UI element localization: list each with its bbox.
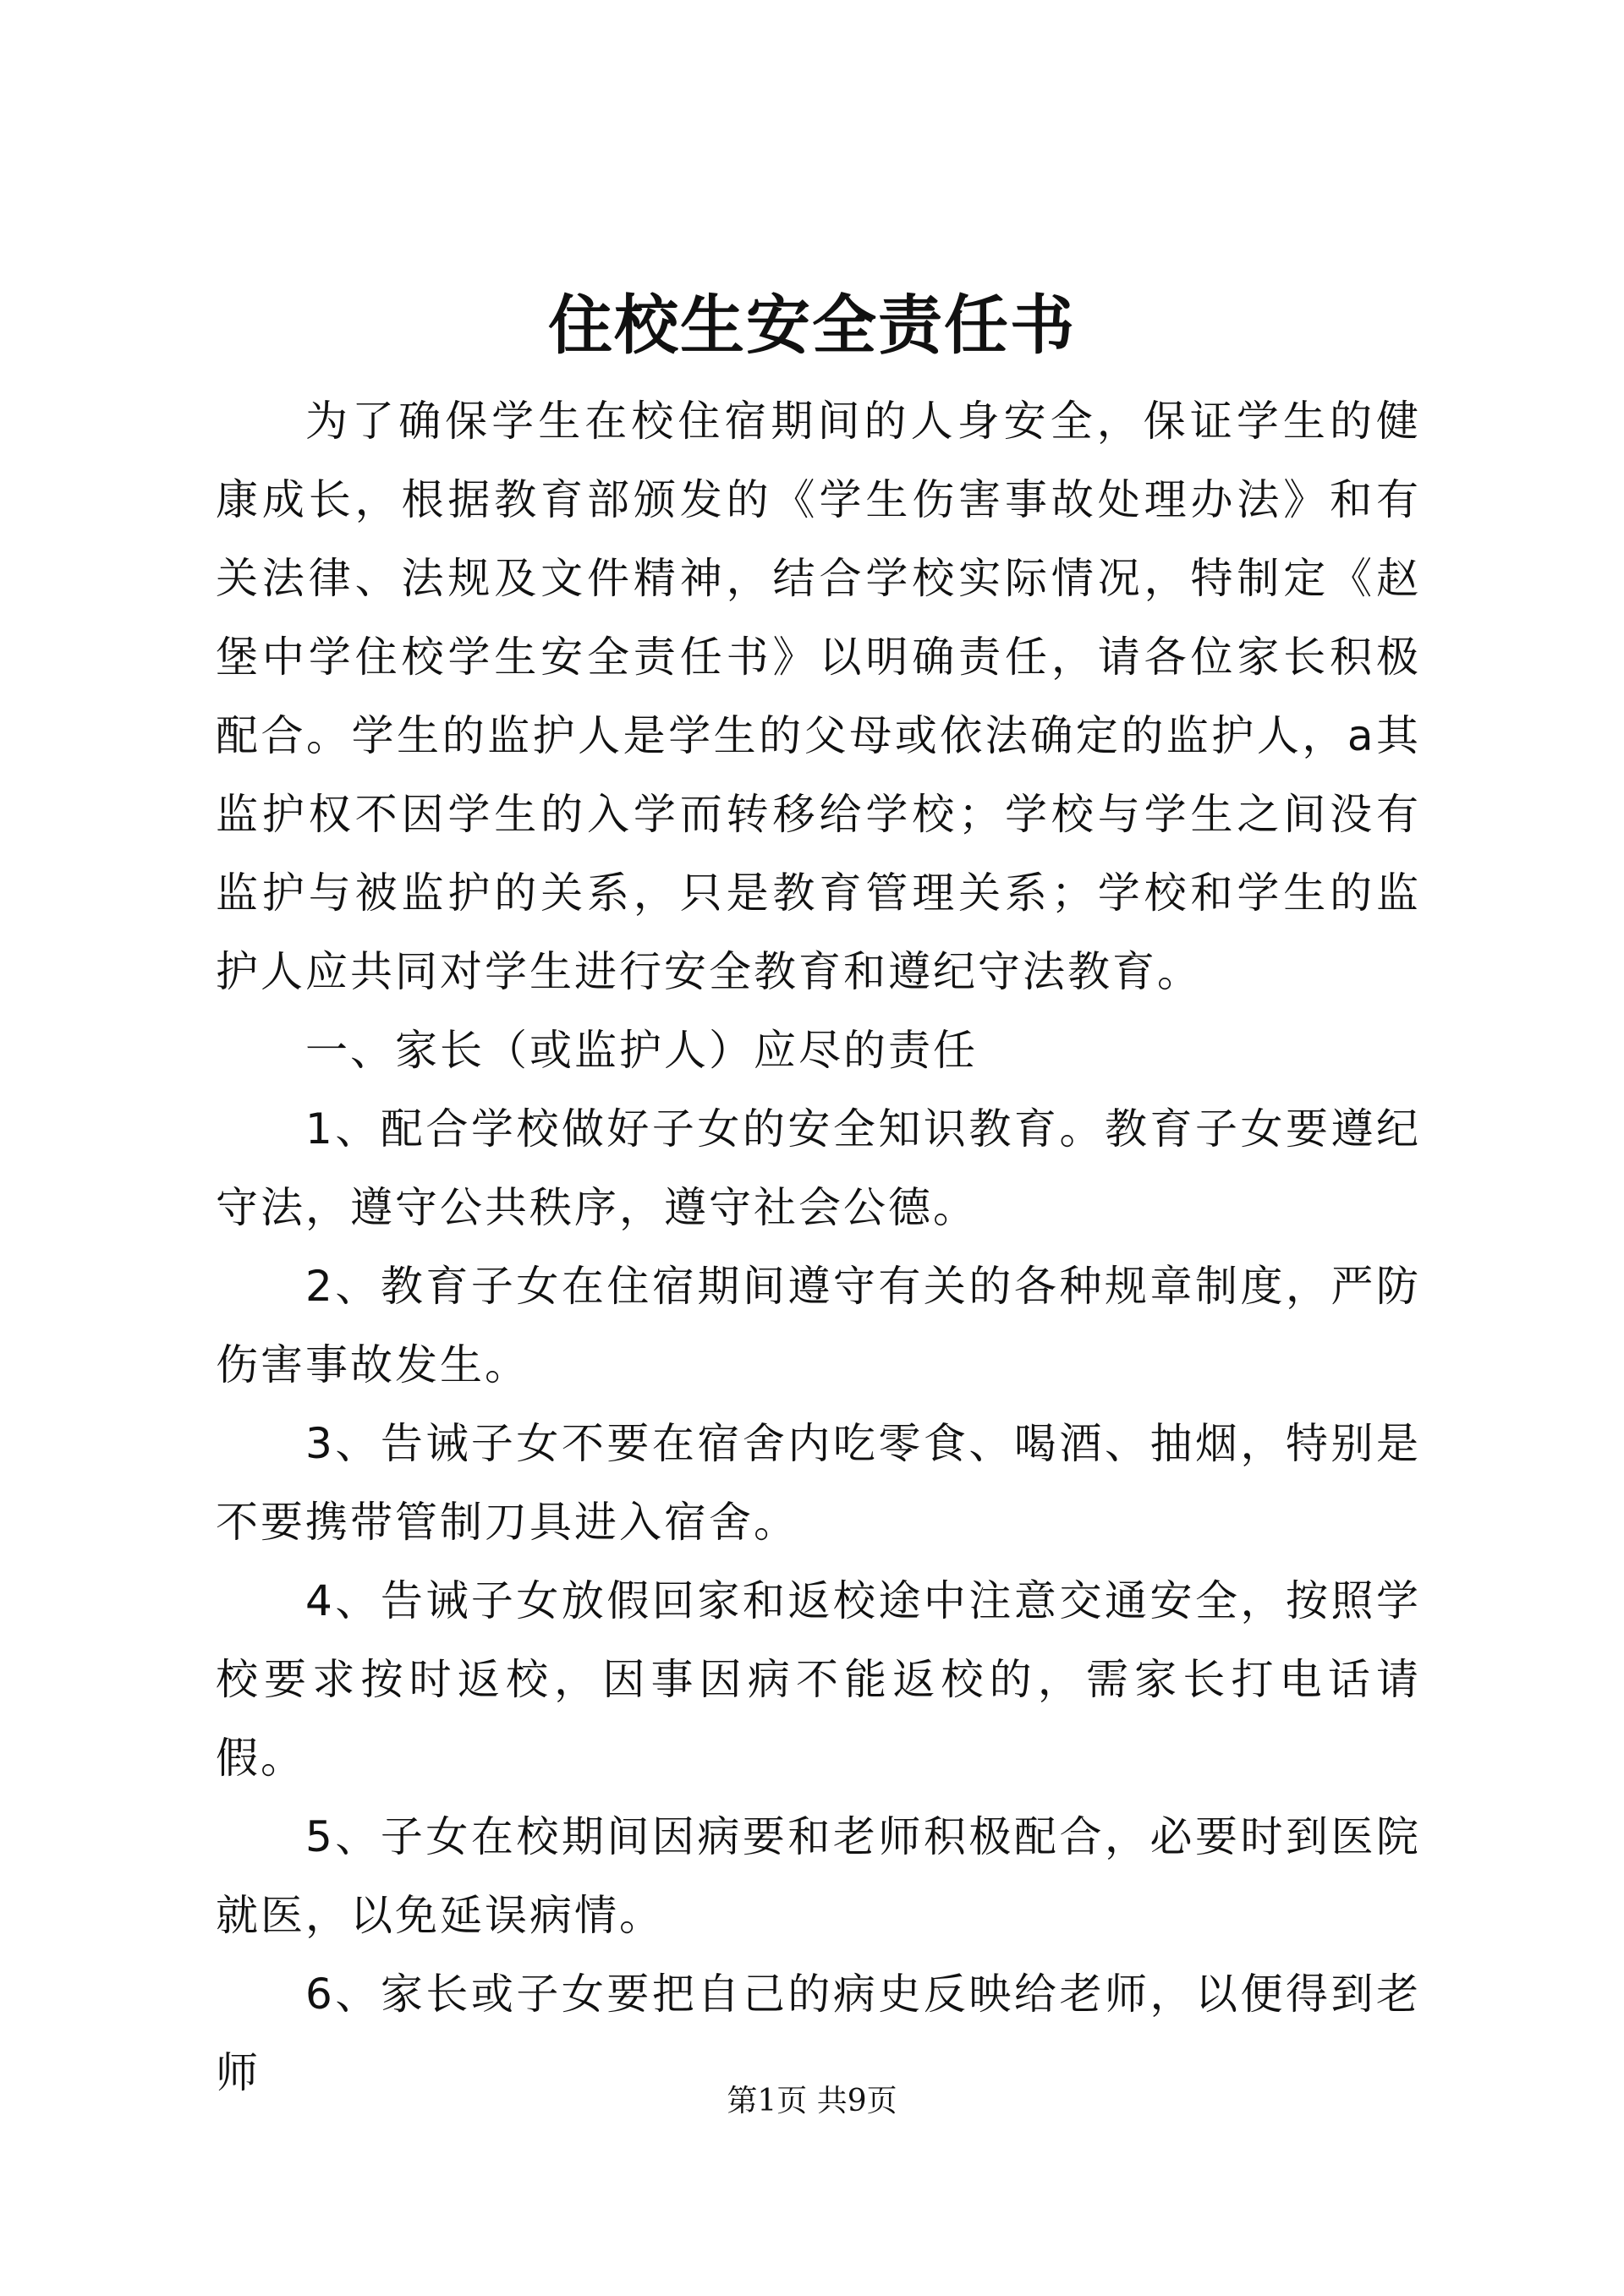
- page-number-footer: 第1页 共9页: [727, 2084, 897, 2118]
- document-body: [216, 382, 1421, 2112]
- paragraph-item-1: 1、配合学校做好子女的安全知识教育。教育子女要遵纪守法，遵守公共秩序，遵守社会公德。: [216, 1104, 1421, 1232]
- paragraph-item-4: 4、告诫子女放假回家和返校途中注意交通安全，按照学校要求按时返校，因事因病不能返校的，需家长打电话请假。: [216, 1576, 1421, 1783]
- document-title: 住校生安全责任书: [548, 288, 1076, 363]
- paragraph-item-2: 2、教育子女在住宿期间遵守有关的各种规章制度，严防伤害事故发生。: [216, 1262, 1421, 1389]
- paragraph-item-6: 6、家长或子女要把自己的病史反映给老师，以便得到老师: [216, 1970, 1421, 2097]
- paragraph-item-5: 5、子女在校期间因病要和老师积极配合，必要时到医院就医，以免延误病情。: [216, 1812, 1421, 1940]
- paragraph-item-3: 3、告诫子女不要在宿舍内吃零食、喝酒、抽烟，特别是不要携带管制刀具进入宿舍。: [216, 1419, 1421, 1547]
- paragraph-intro: 为了确保学生在校住宿期间的人身安全，保证学生的健康成长，根据教育部颁发的《学生伤害事故处理办法》和有关法律、法规及文件精神，结合学校实际情况，特制定《赵堡中学住校学生安全责任书》以明确责任，请各位家长积极配合。学生的监护人是学生的父母或依法确定的监护人，a其监护权不因学生的入学而转移给学校；学校与学生之间没有监护与被监护的关系，只是教育管理关系；学校和学生的监护人应共同对学生进行安全教育和遵纪守法教育。: [216, 397, 1421, 996]
- section-heading-parent-duties: 一、家长（或监护人）应尽的责任: [305, 1026, 978, 1075]
